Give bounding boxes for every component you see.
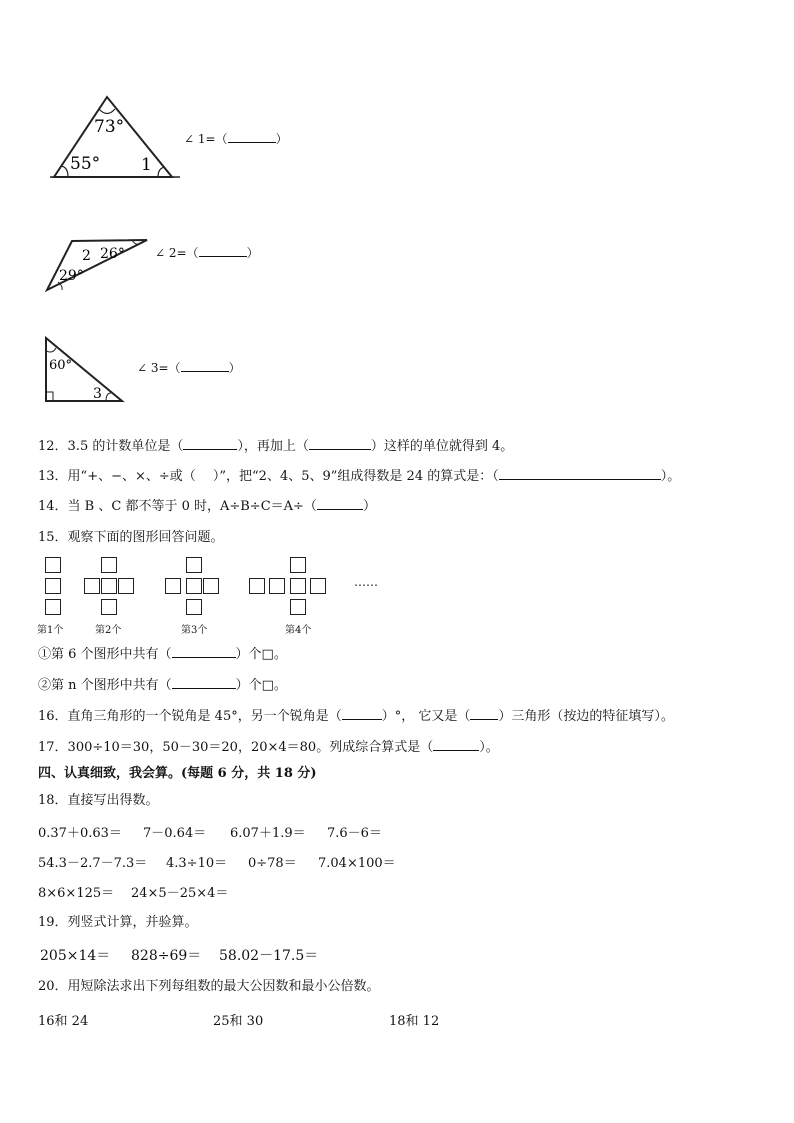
pattern-square bbox=[101, 599, 117, 615]
pattern-square bbox=[45, 578, 61, 594]
angle3-answer: ∠ 3=（ ） bbox=[137, 361, 241, 375]
question-15-sub-2: ②第 n 个图形中共有（ ）个□。 bbox=[38, 678, 287, 693]
square-pattern-figure bbox=[0, 555, 420, 635]
pattern-caption-2: 第2个 bbox=[95, 625, 122, 636]
pattern-square bbox=[269, 578, 285, 594]
tri3-angle-3: 3 bbox=[93, 386, 102, 402]
vertical-calc-item: 205×14＝ bbox=[40, 948, 111, 964]
question-15-title: 15．观察下面的图形回答问题。 bbox=[38, 530, 224, 545]
question-12: 12．3.5 的计数单位是（ ），再加上（ ）这样的单位就得到 4。 bbox=[38, 439, 514, 454]
angle1-answer: ∠ 1=（ ） bbox=[184, 132, 288, 146]
tri1-right-angle: 1 bbox=[141, 155, 152, 175]
pattern-caption-3: 第3个 bbox=[181, 625, 208, 636]
pattern-square bbox=[310, 578, 326, 594]
pattern-square bbox=[118, 578, 134, 594]
question-15-sub-1: ①第 6 个图形中共有（ ）个□。 bbox=[38, 647, 287, 662]
tri2-angle-29: 29° bbox=[59, 268, 84, 284]
pattern-square bbox=[290, 599, 306, 615]
calc-item: 54.3－2.7－7.3＝ bbox=[38, 856, 148, 871]
tri1-left-angle: 55° bbox=[70, 154, 101, 174]
pattern-square bbox=[165, 578, 181, 594]
pattern-ellipsis: …… bbox=[354, 575, 378, 589]
calc-item: 4.3÷10＝ bbox=[166, 856, 228, 871]
calc-item: 6.07＋1.9＝ bbox=[230, 826, 306, 841]
pattern-square bbox=[186, 578, 202, 594]
tri3-angle-60: 60° bbox=[49, 358, 73, 373]
pattern-square bbox=[290, 557, 306, 573]
question-16: 16．直角三角形的一个锐角是 45°，另一个锐角是（ ）°， 它又是（ ）三角形（按边的特征填写）。 bbox=[38, 709, 674, 724]
calc-item: 7.6－6＝ bbox=[327, 826, 382, 841]
vertical-calc-item: 828÷69＝ bbox=[131, 948, 202, 964]
triangle-figure-3 bbox=[40, 334, 130, 406]
pattern-square bbox=[203, 578, 219, 594]
question-17: 17．300÷10＝30，50－30＝20，20×4＝80。列成综合算式是（ ）。 bbox=[38, 740, 499, 755]
gcd-lcm-item: 18和 12 bbox=[389, 1014, 440, 1029]
triangle-figure-2 bbox=[42, 236, 154, 296]
pattern-square bbox=[290, 578, 306, 594]
tri2-angle-2: 2 bbox=[82, 248, 91, 264]
section-4-title: 四、认真细致，我会算。(每题 6 分，共 18 分) bbox=[38, 766, 317, 781]
pattern-square bbox=[84, 578, 100, 594]
pattern-square bbox=[186, 599, 202, 615]
pattern-square bbox=[101, 578, 117, 594]
question-19-title: 19．列竖式计算，并验算。 bbox=[38, 915, 198, 930]
pattern-square bbox=[45, 599, 61, 615]
pattern-square bbox=[45, 557, 61, 573]
pattern-square bbox=[186, 557, 202, 573]
calc-item: 7－0.64＝ bbox=[143, 826, 207, 841]
question-14: 14．当 B 、C 都不等于 0 时，A÷B÷C＝A÷（ ） bbox=[38, 499, 376, 514]
vertical-calc-item: 58.02－17.5＝ bbox=[219, 948, 319, 964]
triangle-figure-1 bbox=[40, 88, 190, 188]
gcd-lcm-item: 16和 24 bbox=[38, 1014, 89, 1029]
calc-item: 7.04×100＝ bbox=[318, 856, 396, 871]
calc-item: 0÷78＝ bbox=[248, 856, 297, 871]
calc-item: 24×5－25×4＝ bbox=[131, 886, 229, 901]
tri1-top-angle: 73° bbox=[94, 117, 125, 137]
pattern-caption-1: 第1个 bbox=[37, 625, 64, 636]
gcd-lcm-item: 25和 30 bbox=[213, 1014, 264, 1029]
pattern-square bbox=[249, 578, 265, 594]
question-18-title: 18．直接写出得数。 bbox=[38, 793, 159, 808]
question-20-title: 20．用短除法求出下列每组数的最大公因数和最小公倍数。 bbox=[38, 979, 380, 994]
angle2-answer: ∠ 2=（ ） bbox=[155, 246, 259, 260]
calc-item: 0.37＋0.63＝ bbox=[38, 826, 122, 841]
question-13: 13．用“+、−、×、÷或（ ）”，把“2、4、5、9”组成得数是 24 的算式是：（ ）。 bbox=[38, 469, 681, 484]
pattern-square bbox=[101, 557, 117, 573]
tri2-angle-26: 26° bbox=[100, 246, 125, 262]
calc-item: 8×6×125＝ bbox=[38, 886, 115, 901]
pattern-caption-4: 第4个 bbox=[285, 625, 312, 636]
